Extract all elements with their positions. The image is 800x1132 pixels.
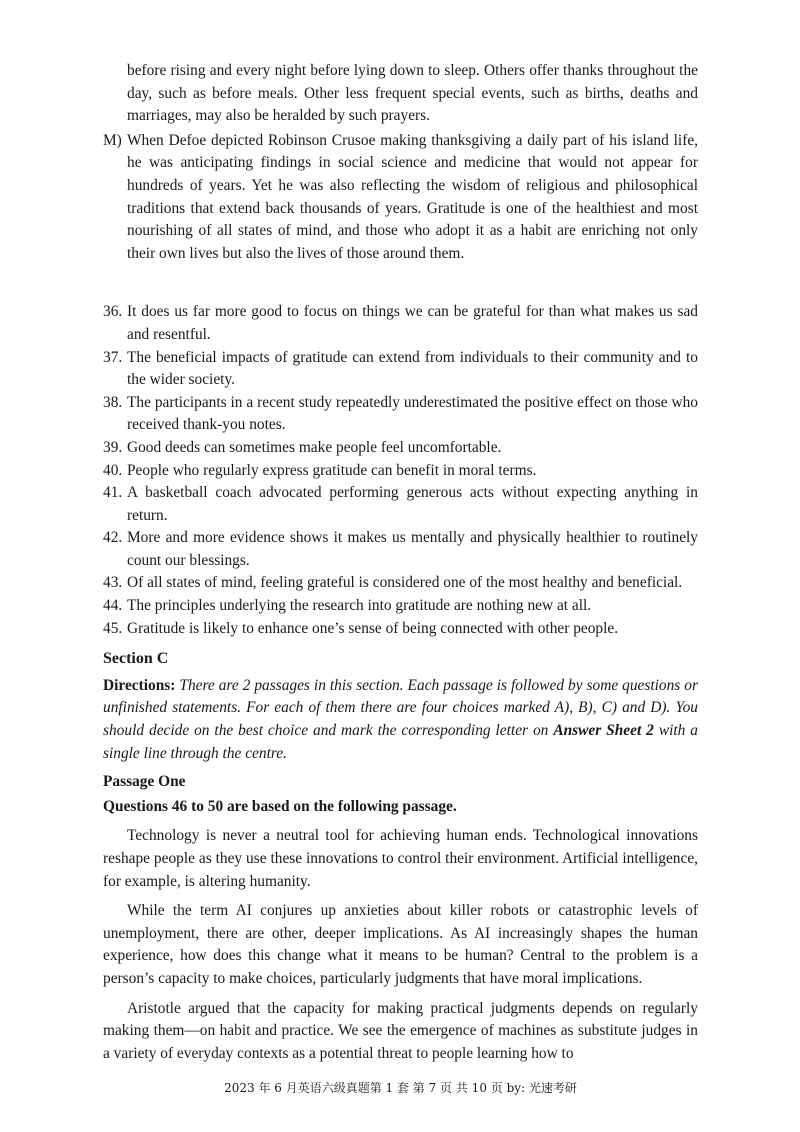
- statement-item: [103, 347, 698, 392]
- statement-text: People who regularly express gratitude can benefit in moral terms.: [127, 461, 537, 479]
- statement-item: [103, 392, 698, 437]
- statement-item: [103, 572, 698, 595]
- statement-text: The principles underlying the research into gratitude are nothing new at all.: [127, 597, 592, 615]
- statement-number: 43.: [103, 574, 123, 592]
- statement-text: A basketball coach advocated performing generous acts without expecting anything in return.: [127, 484, 698, 524]
- statement-item: [103, 482, 698, 527]
- paragraph-text: When Defoe depicted Robinson Crusoe making thanksgiving a daily part of his island life, he was anticipating findings in social science and medicine that would not appear for hundreds of years. Yet he was also reflecting the wisdom of religious and philosophical traditions that extend back thousands of years. Gratitude is one of the healthiest and most nourishing of all states of mind, and those who adopt it as a habit are enriching not only their own lives but also the lives of those around them.: [127, 131, 698, 262]
- passage-body: [103, 825, 698, 1065]
- statement-number: 38.: [103, 393, 123, 411]
- directions-end: with a single line through the centre.: [103, 722, 698, 762]
- statement-list: [103, 301, 698, 640]
- passage-paragraph: Technology is never a neutral tool for achieving human ends. Technological innovations reshape people as they use these innovations to control their environment. Artificial intelligence, for example, is altering humanity.: [103, 827, 698, 890]
- statement-number: 39.: [103, 438, 123, 456]
- statement-text: The participants in a recent study repeatedly underestimated the positive effect on those who received thank-you notes.: [127, 393, 698, 434]
- passage-heading: Passage One: [103, 773, 186, 791]
- paragraph-label: M): [103, 131, 122, 149]
- statement-text: Gratitude is likely to enhance one’s sense of being connected with other people.: [127, 619, 619, 637]
- statement-number: 42.: [103, 529, 123, 547]
- section-heading: Section C: [103, 650, 169, 668]
- paragraph-m: [103, 130, 698, 266]
- statement-text: It does us far more good to focus on things we can be grateful for than what makes us sad and resentful.: [127, 303, 698, 343]
- directions: [103, 675, 698, 765]
- statement-item: [103, 618, 698, 641]
- statement-text: Good deeds can sometimes make people feel uncomfortable.: [127, 438, 502, 456]
- statement-text: More and more evidence shows it makes us mentally and physically healthier to routinely count our blessings.: [127, 529, 698, 569]
- page-footer: 2023 年 6 月英语六级真题第 1 套 第 7 页 共 10 页 by: 光速考研: [224, 1081, 577, 1096]
- statement-number: 37.: [103, 348, 123, 366]
- passage-paragraph: Aristotle argued that the capacity for making practical judgments depends on regularly making them—on habit and practice. We see the emergence of machines as substitute judges in a variety of everyday contexts as a potential threat to people learning how to: [103, 999, 698, 1062]
- statement-number: 44.: [103, 597, 123, 615]
- statement-number: 36.: [103, 303, 123, 321]
- statement-number: 45.: [103, 619, 123, 637]
- continuation-paragraph: before rising and every night before lying down to sleep. Others offer thanks throughout the day, such as before meals. Other less frequent special events, such as births, deaths and marriages, may also be heralded by such prayers.: [127, 62, 698, 125]
- passage-subheading: Questions 46 to 50 are based on the following passage.: [103, 797, 457, 815]
- directions-text: There are 2 passages in this section. Each passage is followed by some questions or unfinished statements. For each of them there are four choices marked A), B), C) and D). You should decide on the best choice and mark the corresponding letter on: [103, 676, 698, 740]
- statement-item: [103, 595, 698, 618]
- statement-item: [103, 460, 698, 483]
- statement-text: The beneficial impacts of gratitude can extend from individuals to their community and to the wider society.: [127, 348, 698, 389]
- statement-text: Of all states of mind, feeling grateful is considered one of the most healthy and beneficial.: [127, 574, 683, 592]
- answer-sheet-label: Answer Sheet 2: [553, 722, 654, 740]
- statement-number: 40.: [103, 461, 123, 479]
- passage-paragraph: While the term AI conjures up anxieties about killer robots or catastrophic levels of unemployment, there are other, deeper implications. As AI increasingly shapes the human experience, how does this change what it means to be human? Central to the problem is a person’s capacity to make choices, particularly judgments that have moral implications.: [103, 902, 698, 987]
- statement-item: [103, 527, 698, 572]
- directions-label: Directions:: [103, 676, 176, 694]
- statement-number: 41.: [103, 484, 123, 502]
- statement-item: [103, 437, 698, 460]
- statement-item: [103, 301, 698, 346]
